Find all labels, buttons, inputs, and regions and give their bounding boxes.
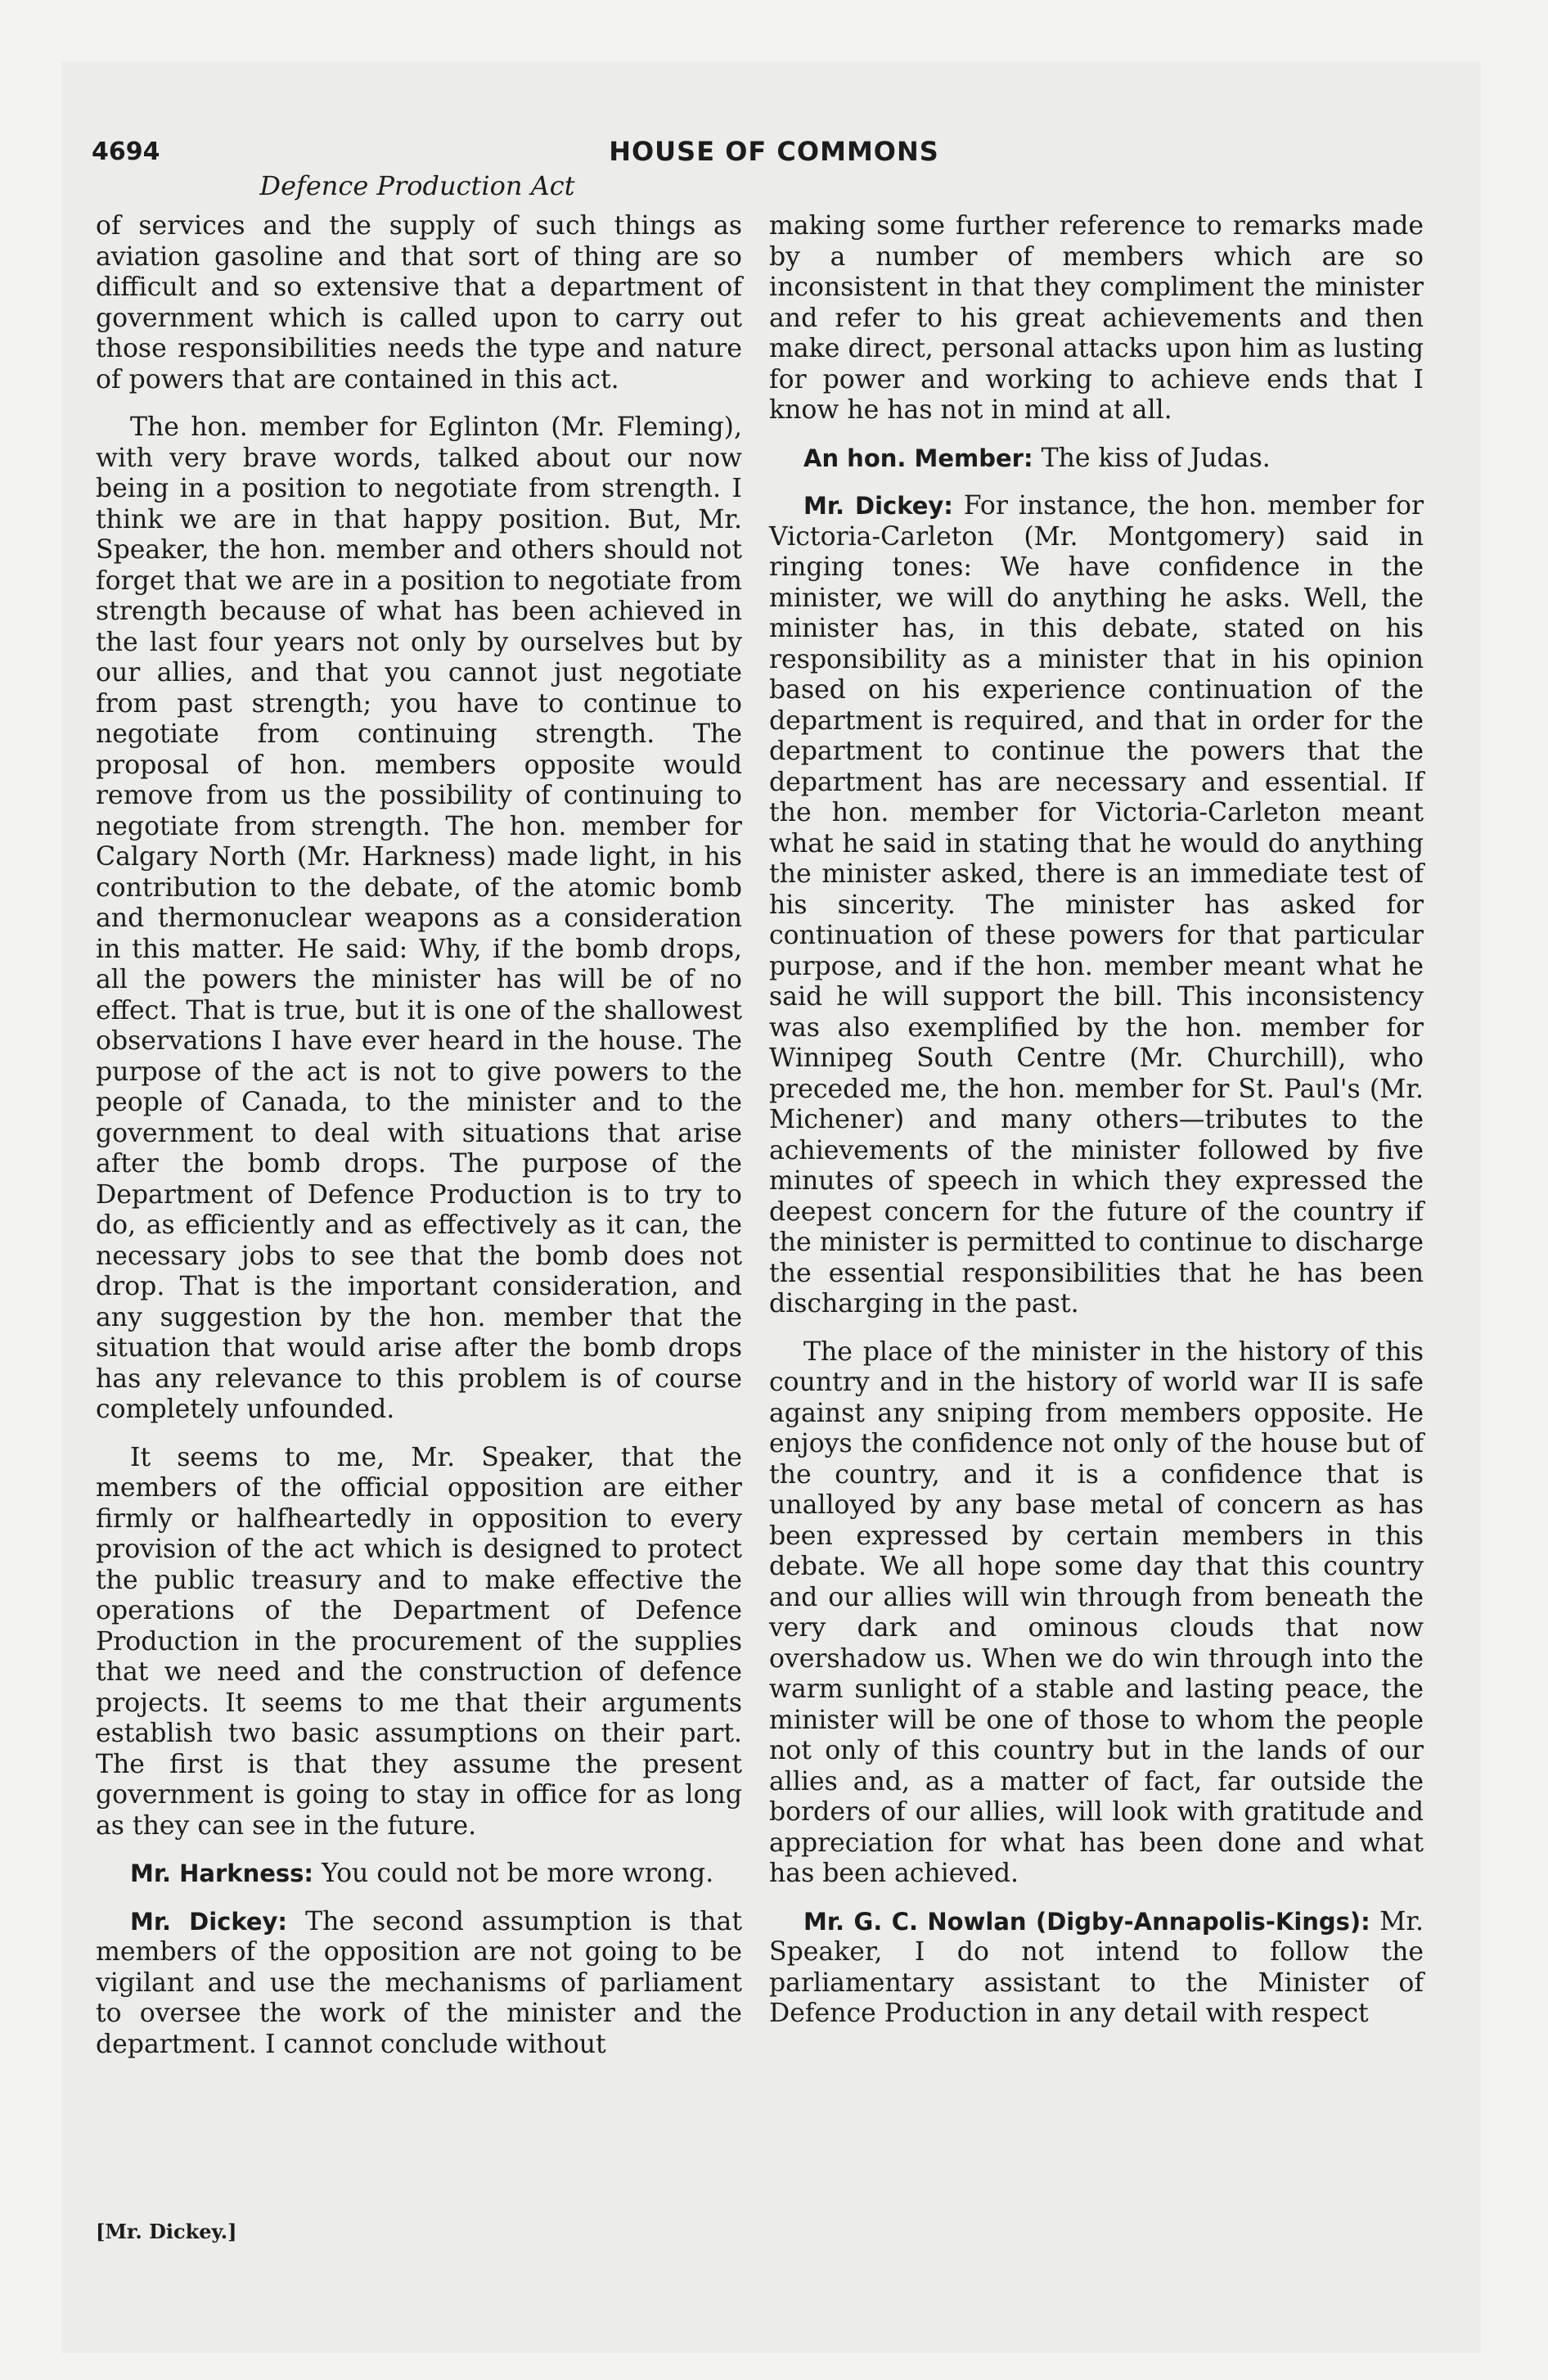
paragraph <box>769 444 1424 475</box>
paragraph-text: The second assumption is that members of the opposition are not going to be vigilant and use the mechanisms of parliament to oversee the work of the minister and the department. I cannot conclude without <box>96 1906 742 2059</box>
paragraph <box>96 1443 742 1842</box>
paragraph <box>769 1337 1424 1890</box>
page-number: 4694 <box>92 137 160 166</box>
section-heading: Defence Production Act <box>259 170 575 201</box>
paragraph <box>96 211 742 395</box>
paragraph-text: The hon. member for Eglinton (Mr. Fleming), with very brave words, talked about our now being in a position to negotiate from strength. I think we are in that happy position. But, Mr. Speaker, the hon. member and others should not forget that we are in a position to negotiate from strength because of what has been achieved in the last four years not only by ourselves but by our allies, and that you cannot just negotiate from past strength; you have to continue to negotiate from continuing strength. The proposal of hon. members opposite would remove from us the possibility of continuing to negotiate from strength. The hon. member for Calgary North (Mr. Harkness) made light, in his contribution to the debate, of the atomic bomb and thermonuclear weapons as a consideration in this matter. He said: Why, if the bomb drops, all the powers the minister has will be of no effect. That is true, but it is one of the shallowest observations I have ever heard in the house. The purpose of the act is not to give powers to the people of Canada, to the minister and to the government to deal with situations that arise after the bomb drops. The purpose of the Department of Defence Production is to try to do, as efficiently and as effectively as it can, the necessary jobs to see that the bomb does not drop. That is the important consideration, and any suggestion by the hon. member that the situation that would arise after the bomb drops has any relevance to this problem is of course completely unfounded. <box>96 412 742 1424</box>
paragraph <box>769 491 1424 1320</box>
paragraph-text: The place of the minister in the history of this country and in the history of world war II is safe against any sniping from members opposite. He enjoys the confidence not only of the house but of the country, and it is a confidence that is unalloyed by any base metal of concern as has been expressed by certain members in this debate. We all hope some day that this country and our allies will win through from beneath the very dark and ominous clouds that now overshadow us. When we do win through into the warm sunlight of a stable and lasting peace, the minister will be one of those to whom the people not only of this country but in the lands of our allies and, as a matter of fact, far outside the borders of our allies, will look with gratitude and appreciation for what has been done and what has been achieved. <box>769 1336 1424 1888</box>
paragraph-text: It seems to me, Mr. Speaker, that the members of the official opposition are either firmly or halfheartedly in opposition to every provision of the act which is designed to protect the public treasury and to make effective the operations of the Department of Defence Production in the procurement of the supplies that we need and the construction of defence projects. It seems to me that their arguments establish two basic assumptions on their part. The first is that they assume the present government is going to stay in office for as long as they can see in the future. <box>96 1442 742 1841</box>
paragraph <box>96 412 742 1426</box>
left-column <box>96 211 742 2077</box>
paragraph-text: For instance, the hon. member for Victoria-Carleton (Mr. Montgomery) said in ringing tones: We have confidence in the minister, we will do anything he asks. Well, the minister has, in this debate, stated on his responsibility as a minister that in his opinion based on his experience continuation of the department is required, and that in order for the department to continue the powers that the department has are necessary and essential. If the hon. member for Victoria-Carleton meant what he said in stating that he would do anything the minister asked, there is an immediate test of his sincerity. The minister has asked for continuation of these powers for that particular purpose, and if the hon. member meant what he said he will support the bill. This inconsistency was also exemplified by the hon. member for Winnipeg South Centre (Mr. Churchill), who preceded me, the hon. member for St. Paul's (Mr. Michener) and many others—tributes to the achievements of the minister followed by five minutes of speech in which they expressed the deepest concern for the future of the country if the minister is permitted to continue to discharge the essential responsibilities that he has been discharging in the past. <box>769 491 1424 1318</box>
right-column <box>769 211 1424 2047</box>
paragraph-text: The kiss of Judas. <box>1041 443 1271 473</box>
paragraph <box>769 1907 1424 2030</box>
journal-title: HOUSE OF COMMONS <box>609 136 939 167</box>
paragraph <box>96 1907 742 2061</box>
paragraph-text: of services and the supply of such things as aviation gasoline and that sort of thing are so difficult and so extensive that a department of government which is called upon to carry out those responsibilities needs the type and nature of powers that are contained in this act. <box>96 211 742 394</box>
speaker-name: Mr. Harkness: <box>130 1859 313 1887</box>
paragraph-text: You could not be more wrong. <box>322 1859 714 1888</box>
paragraph-text: making some further reference to remarks made by a number of members which are so inconsistent in that they compliment the minister and refer to his great achievements and then make direct, personal attacks upon him as lusting for power and working to achieve ends that I know he has not in mind at all. <box>769 211 1424 425</box>
paragraph-text: Mr. Speaker, I do not intend to follow the parliamentary assistant to the Minister of Defence Production in any detail with respect <box>769 1906 1424 2028</box>
paragraph <box>96 1859 742 1890</box>
footer-speaker-note: [Mr. Dickey.] <box>96 2220 237 2243</box>
speaker-name: Mr. G. C. Nowlan (Digby-Annapolis-Kings): <box>803 1907 1370 1936</box>
speaker-name: An hon. Member: <box>803 444 1033 472</box>
paragraph <box>769 211 1424 426</box>
speaker-name: Mr. Dickey: <box>130 1907 288 1936</box>
speaker-name: Mr. Dickey: <box>803 492 953 520</box>
